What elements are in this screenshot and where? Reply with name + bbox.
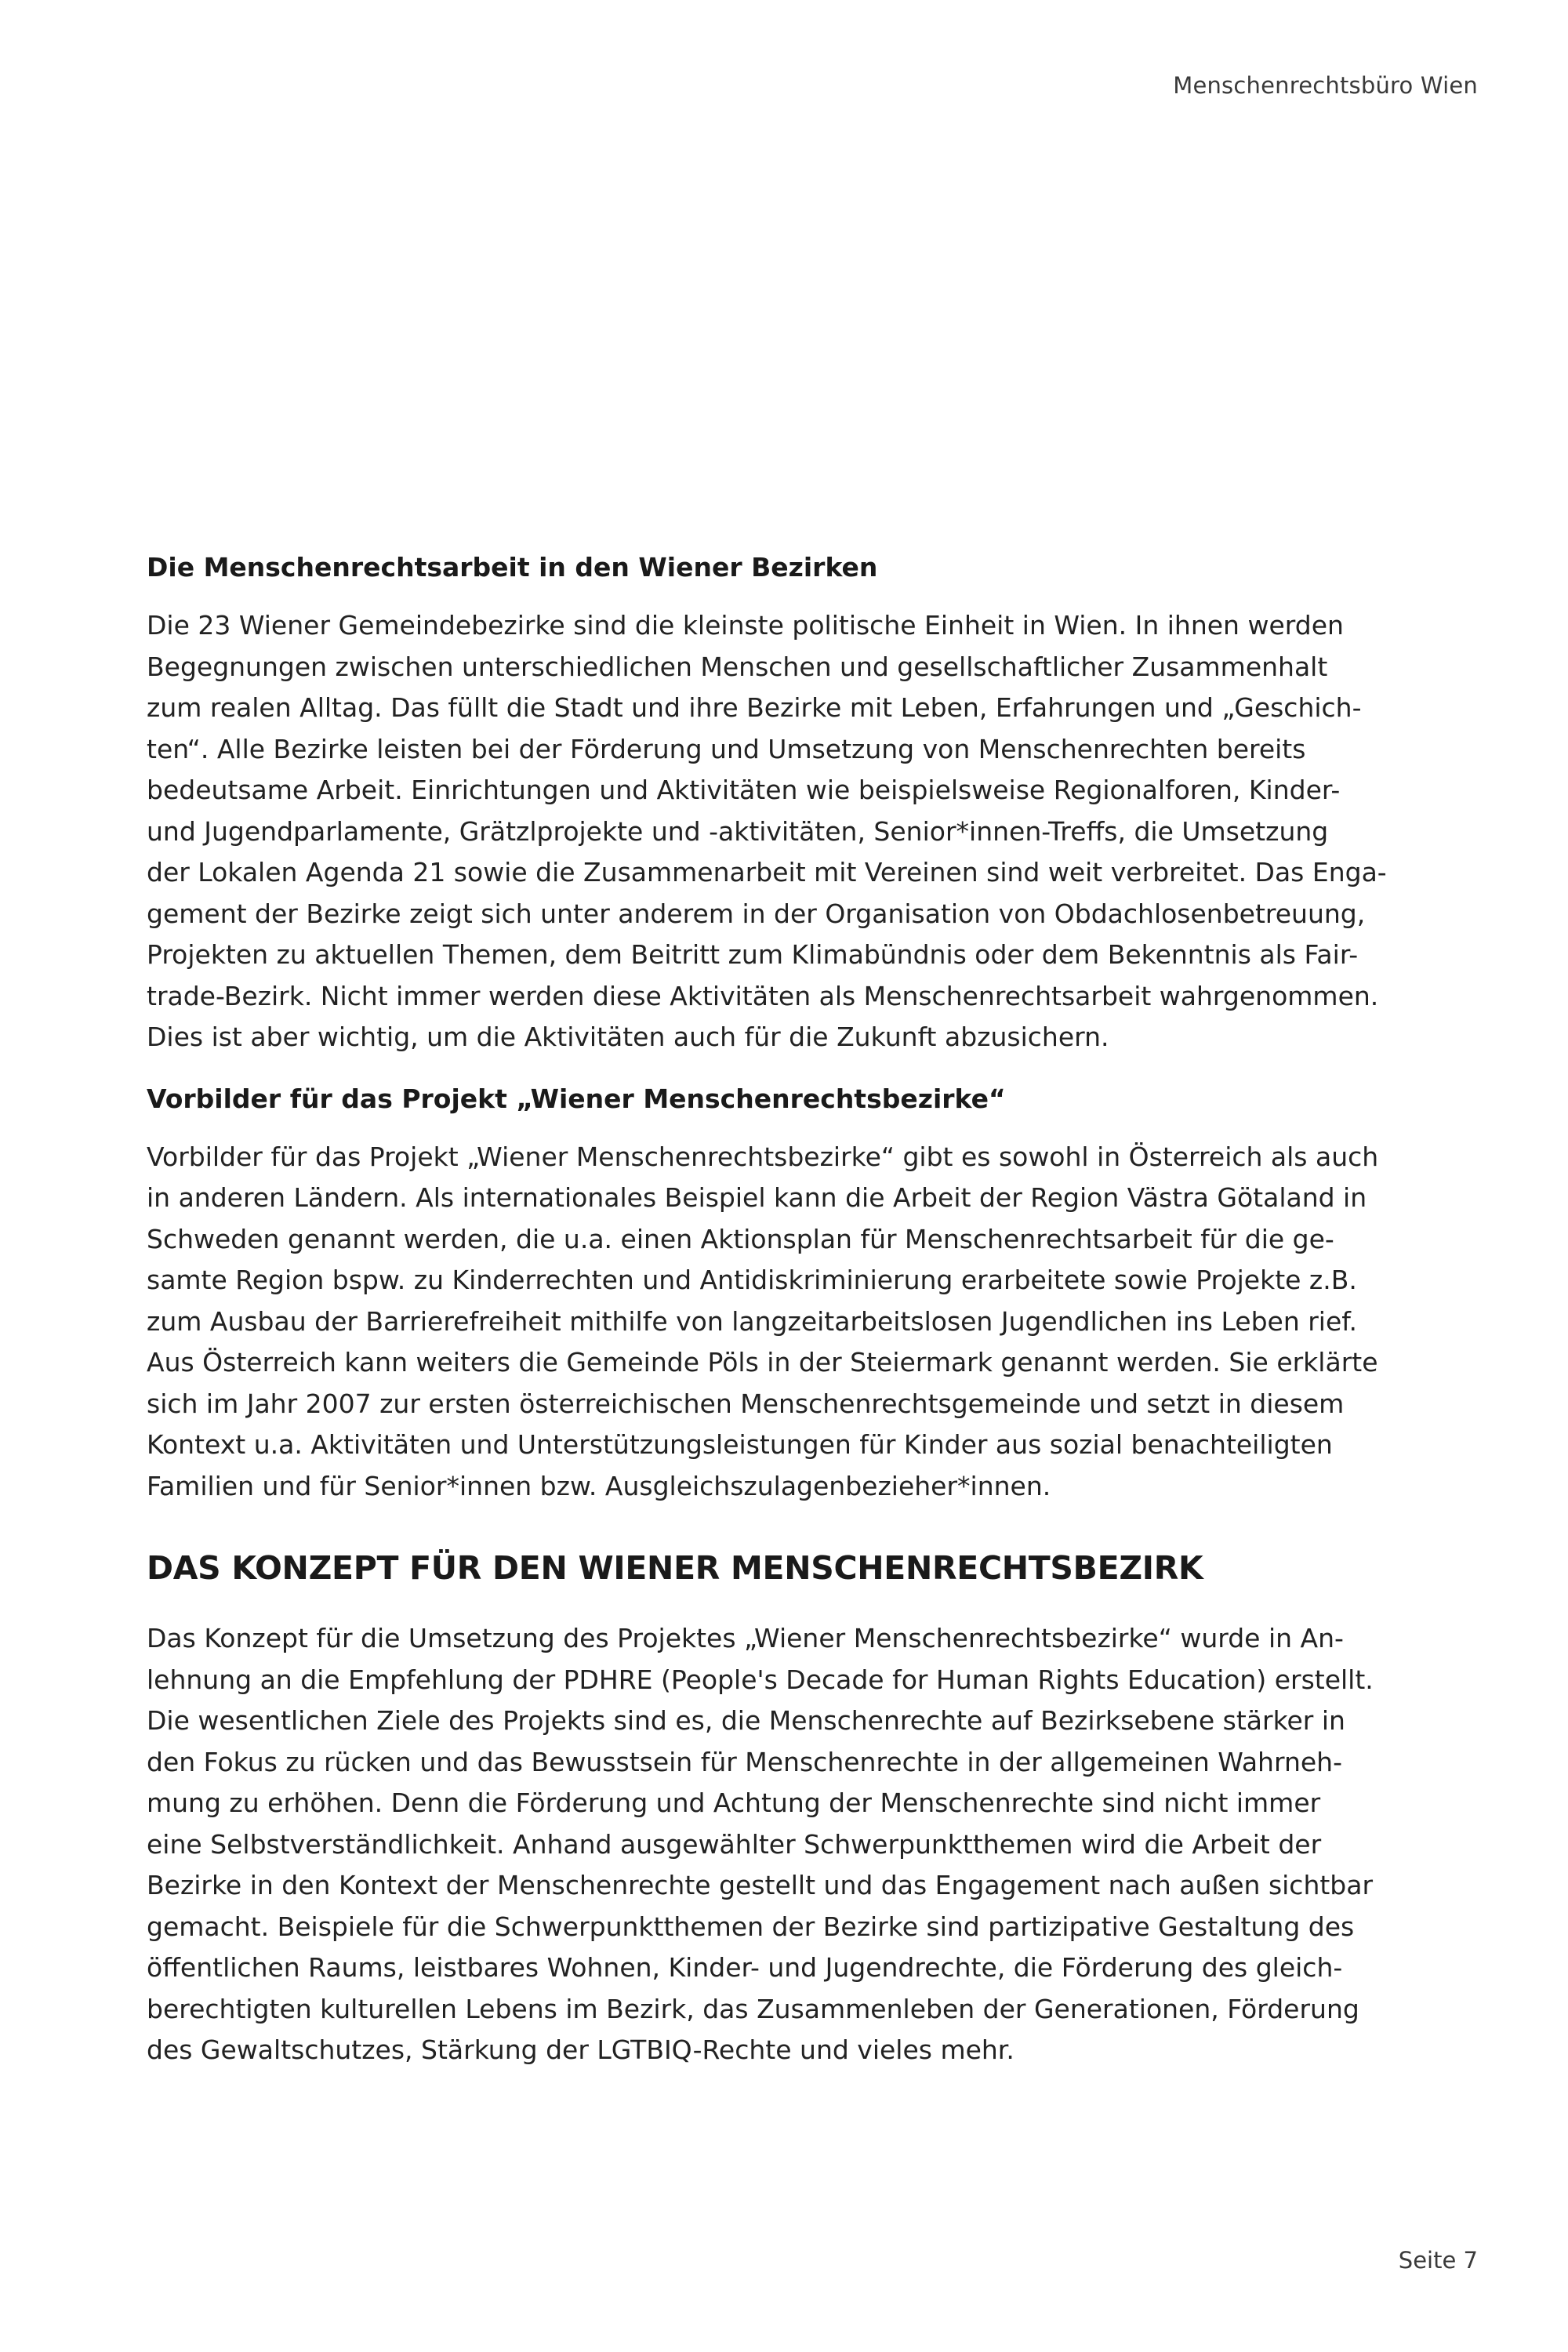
running-header: Menschenrechtsbüro Wien <box>1173 72 1478 99</box>
page-number: Seite 7 <box>1398 2247 1478 2274</box>
section-heading-vorbilder: Vorbilder für das Projekt „Wiener Menschenrechtsbezirke“ <box>147 1083 1006 1114</box>
paragraph-bezirke: Die 23 Wiener Gemeindebezirke sind die kleinste politische Einheit in Wien. In ihnen werden Begegnungen zwischen unterschiedlichen Menschen und gesellschaftlicher Zusammenhalt zum realen Alltag. Das füllt die Stadt und ihre Bezirke mit Leben, Erfahrungen und „Geschich- ten“. Alle Bezirke leisten bei der Förderung und Umsetzung von Menschenrechten bereits bedeutsame Arbeit. Einrichtungen und Aktivitäten wie beispielsweise Regionalforen, Kinder- und Jugendparlamente, Grätzlprojekte und -aktivitäten, Senior*innen-Treffs, die Umsetzung der Lokalen Agenda 21 sowie die Zusammenarbeit mit Vereinen sind weit verbreitet. Das Enga- gement der Bezirke zeigt sich unter anderem in der Organisation von Obdachlosenbetreuung, Projekten zu aktuellen Themen, dem Beitritt zum Klimabündnis oder dem Bekenntnis als Fair- trade-Bezirk. Nicht immer werden diese Aktivitäten als Menschenrechtsarbeit wahrgenommen. Dies ist aber wichtig, um die Aktivitäten auch für die Zukunft abzusichern. <box>147 610 1387 1052</box>
section-heading-bezirke: Die Menschenrechtsarbeit in den Wiener Bezirken <box>147 552 878 583</box>
paragraph-vorbilder: Vorbilder für das Projekt „Wiener Menschenrechtsbezirke“ gibt es sowohl in Österreich als auch in anderen Ländern. Als internationales Beispiel kann die Arbeit der Region Västra Götaland in Schweden genannt werden, die u.a. einen Aktionsplan für Menschenrechtsarbeit für die ge- samte Region bspw. zu Kinderrechten und Antidiskriminierung erarbeitete sowie Projekte z.B. zum Ausbau der Barrierefreiheit mithilfe von langzeitarbeitslosen Jugendlichen ins Leben rief. Aus Österreich kann weiters die Gemeinde Pöls in der Steiermark genannt werden. Sie erklärte sich im Jahr 2007 zur ersten österreichischen Menschenrechtsgemeinde und setzt in diesem Kontext u.a. Aktivitäten und Unterstützungsleistungen für Kinder aus sozial benachteiligten Familien und für Senior*innen bzw. Ausgleichszulagenbezieher*innen. <box>147 1141 1379 1501</box>
paragraph-konzept: Das Konzept für die Umsetzung des Projektes „Wiener Menschenrechtsbezirke“ wurde in An- lehnung an die Empfehlung der PDHRE (People's Decade for Human Rights Education) erstellt. Die wesentlichen Ziele des Projekts sind es, die Menschenrechte auf Bezirksebene stärker in den Fokus zu rücken und das Bewusstsein für Menschenrechte in der allgemeinen Wahrneh- mung zu erhöhen. Denn die Förderung und Achtung der Menschenrechte sind nicht immer eine Selbstverständlichkeit. Anhand ausgewählter Schwerpunktthemen wird die Arbeit der Bezirke in den Kontext der Menschenrechte gestellt und das Engagement nach außen sichtbar gemacht. Beispiele für die Schwerpunktthemen der Bezirke sind partizipative Gestaltung des öffentlichen Raums, leistbares Wohnen, Kinder- und Jugendrechte, die Förderung des gleich- berechtigten kulturellen Lebens im Bezirk, das Zusammenleben der Generationen, Förderung des Gewaltschutzes, Stärkung der LGTBIQ-Rechte und vieles mehr. <box>147 1623 1374 2065</box>
chapter-heading-konzept: DAS KONZEPT FÜR DEN WIENER MENSCHENRECHTSBEZIRK <box>147 1549 1203 1587</box>
page-body <box>147 549 1448 2071</box>
